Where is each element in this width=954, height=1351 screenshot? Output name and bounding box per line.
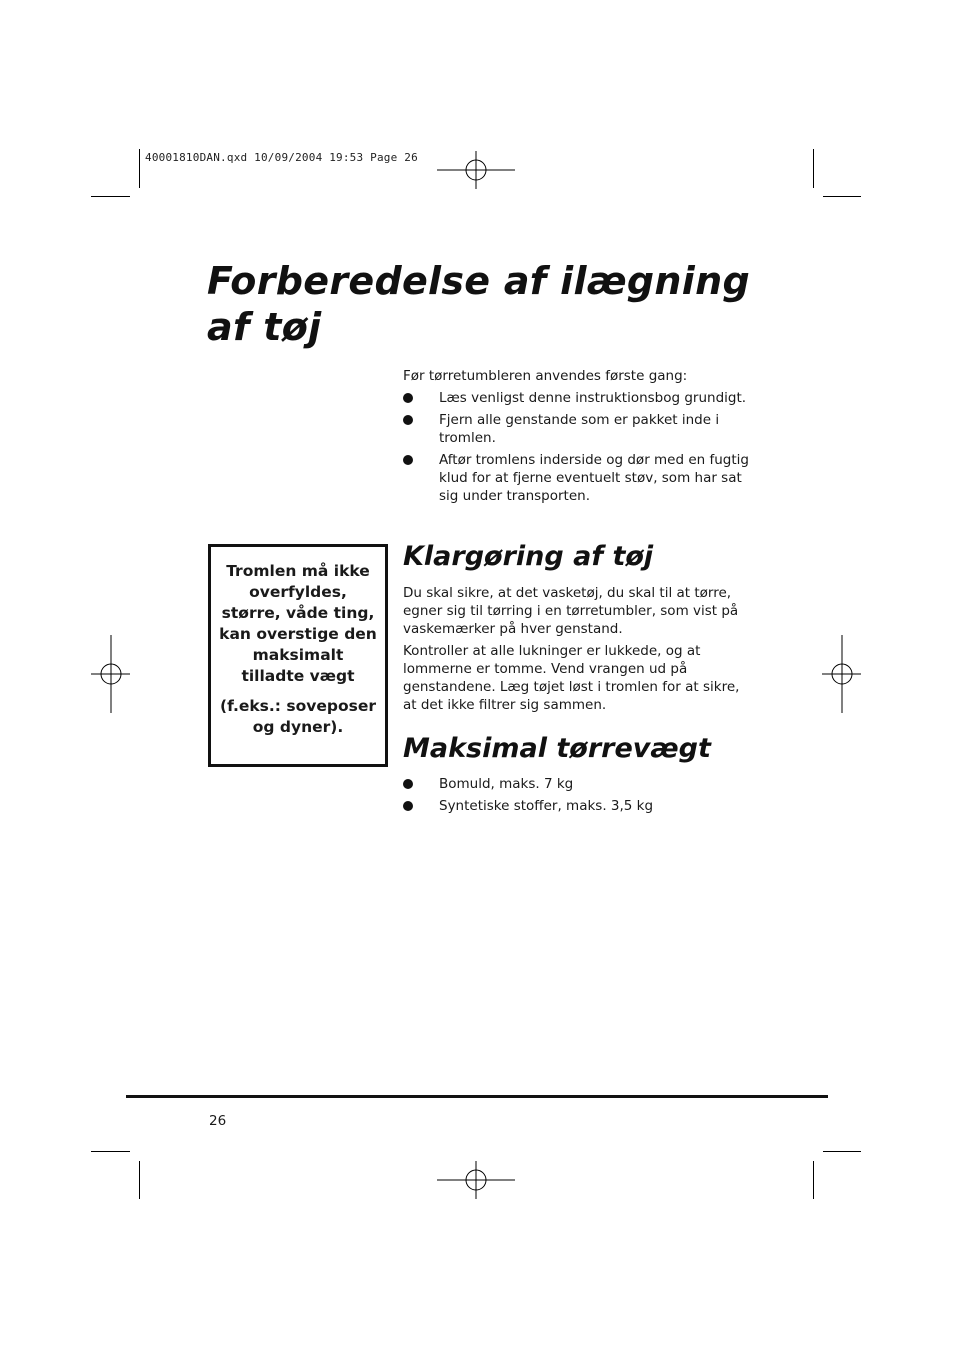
list-item bbox=[403, 775, 753, 793]
list-item bbox=[403, 389, 753, 407]
crop-mark-bottom-left-h bbox=[91, 1151, 130, 1152]
list-item-text: Fjern alle genstande som er pakket inde i tromlen. bbox=[439, 412, 720, 446]
section-heading: Maksimal tørrevægt bbox=[403, 733, 711, 764]
section-paragraph: Kontroller at alle lukninger er lukkede, og at lommerne er tomme. Vend vrangen ud på genstandene. Læg tøjet løst i tromlen for at sikre, at det ikke filtrer sig sammen. bbox=[403, 643, 740, 713]
bullet-icon bbox=[403, 455, 413, 465]
crop-mark-bottom-right-h bbox=[823, 1151, 861, 1152]
intro-section bbox=[403, 367, 753, 505]
bullet-icon bbox=[403, 415, 413, 425]
bullet-icon bbox=[403, 801, 413, 811]
page-number: 26 bbox=[209, 1113, 227, 1129]
list-item-text: Læs venligst denne instruktionsbog grundigt. bbox=[439, 390, 747, 406]
registration-mark-bottom-icon bbox=[437, 1141, 515, 1219]
bullet-icon bbox=[403, 779, 413, 789]
crop-mark-top-right-h bbox=[823, 196, 861, 197]
list-item bbox=[403, 451, 753, 505]
crop-mark-bottom-left-v bbox=[139, 1161, 140, 1199]
intro-list bbox=[403, 389, 753, 505]
crop-mark-top-left-v bbox=[139, 149, 140, 188]
crop-mark-bottom-right-v bbox=[813, 1161, 814, 1199]
section-preparing-laundry bbox=[403, 541, 753, 714]
registration-mark-left-icon bbox=[91, 635, 169, 713]
section-paragraph: Du skal sikre, at det vasketøj, du skal til at tørre, egner sig til tørring i en tørretumbler, som vist på vaskemærker på hver genstand. bbox=[403, 585, 739, 637]
intro-lead: Før tørretumbleren anvendes første gang: bbox=[403, 368, 688, 384]
list-item-text: Aftør tromlens inderside og dør med en fugtig klud for at fjerne eventuelt støv, som har sat sig under transporten. bbox=[439, 452, 749, 504]
section-max-weight bbox=[403, 733, 753, 815]
section-heading: Klargøring af tøj bbox=[403, 541, 654, 572]
crop-mark-top-right-v bbox=[813, 149, 814, 188]
print-slug: 40001810DAN.qxd 10/09/2004 19:53 Page 26 bbox=[145, 151, 418, 164]
warning-box bbox=[208, 544, 388, 767]
footer-rule bbox=[126, 1095, 828, 1098]
weight-list bbox=[403, 775, 753, 815]
page-title-line1: Forberedelse af ilægning bbox=[207, 259, 750, 303]
registration-mark-right-icon bbox=[822, 635, 900, 713]
crop-mark-top-left-h bbox=[91, 196, 130, 197]
warning-example: (f.eks.: soveposer og dyner). bbox=[219, 697, 376, 736]
warning-text: Tromlen må ikke overfyldes, større, våde ting, kan overstige den maksimalt tilladte vægt bbox=[219, 562, 377, 685]
registration-mark-top-icon bbox=[437, 131, 515, 209]
list-item-text: Syntetiske stoffer, maks. 3,5 kg bbox=[439, 798, 654, 814]
bullet-icon bbox=[403, 393, 413, 403]
list-item bbox=[403, 797, 753, 815]
list-item-text: Bomuld, maks. 7 kg bbox=[439, 776, 574, 792]
page-title-line2: af tøj bbox=[207, 305, 322, 349]
list-item bbox=[403, 411, 753, 447]
page-title bbox=[207, 258, 750, 350]
